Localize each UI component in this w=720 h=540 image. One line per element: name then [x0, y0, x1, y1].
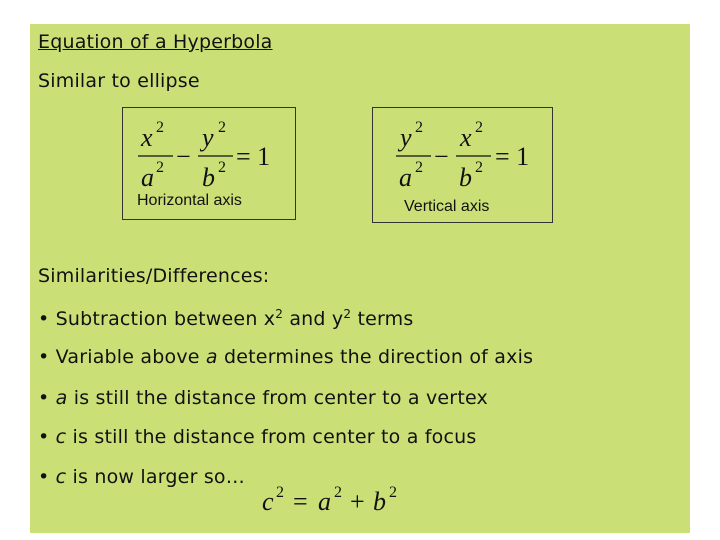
slide-title: Equation of a Hyperbola: [38, 31, 273, 53]
bullet5-prefix: •: [38, 466, 56, 488]
eq-bottom-a-exp: 2: [334, 484, 342, 501]
eq-bottom-c: c: [262, 487, 274, 516]
bullet5-var: c: [55, 466, 67, 488]
eq-right-minus: −: [434, 142, 449, 171]
bullet5-suffix: is now larger so…: [66, 466, 245, 488]
bullet1-suffix: terms: [351, 308, 414, 330]
vertical-formula-box: [372, 107, 553, 223]
bullet2-prefix: • Variable above: [38, 346, 206, 368]
horizontal-axis-caption: Horizontal axis: [137, 192, 242, 209]
eq-left-num2: y: [202, 123, 214, 152]
bullet4-var: c: [55, 426, 67, 448]
eq-left-exp3: 2: [218, 119, 226, 136]
horizontal-formula-box: [122, 107, 296, 220]
eq-right-num1: y: [400, 123, 412, 152]
eq-bottom-c-exp: 2: [276, 484, 284, 501]
eq-left-exp1: 2: [156, 119, 164, 136]
bullet-subtraction: [38, 308, 413, 330]
bullet2-suffix: determines the direction of axis: [217, 346, 534, 368]
bullet3-prefix: •: [38, 387, 56, 409]
bullet3-suffix: is still the distance from center to a vertex: [67, 387, 488, 409]
bullet2-var: a: [205, 346, 218, 368]
bullet-a-vertex: [38, 387, 488, 409]
eq-left-exp4: 2: [218, 159, 226, 176]
eq-right-exp3: 2: [475, 119, 483, 136]
bullet1-sup1: 2: [275, 307, 284, 321]
eq-right-num2: x: [460, 123, 472, 152]
eq-right-den1: a: [399, 163, 412, 192]
eq-left-den1: a: [141, 163, 154, 192]
eq-right-den2: b: [459, 163, 472, 192]
eq-left-den2: b: [202, 163, 215, 192]
eq-right-exp1: 2: [415, 119, 423, 136]
bullet1-mid: and y: [283, 308, 344, 330]
bullet-c-focus: [38, 426, 476, 448]
eq-left-exp2: 2: [156, 159, 164, 176]
eq-right-exp2: 2: [415, 159, 423, 176]
eq-left-num1: x: [141, 123, 153, 152]
eq-left-rhs: = 1: [236, 142, 271, 171]
section-heading: Similarities/Differences:: [38, 265, 270, 287]
eq-right-exp4: 2: [475, 159, 483, 176]
bullet1-prefix: • Subtraction between x: [38, 308, 276, 330]
eq-bottom-b: b: [373, 487, 386, 516]
slide-subtitle: Similar to ellipse: [38, 70, 200, 92]
bullet-variable-direction: [38, 346, 533, 368]
bullet1-sup2: 2: [343, 307, 352, 321]
bullet4-prefix: •: [38, 426, 56, 448]
eq-right-rhs: = 1: [495, 142, 530, 171]
eq-bottom-a: a: [318, 487, 331, 516]
eq-bottom-plus: +: [350, 487, 365, 516]
eq-bottom-b-exp: 2: [389, 484, 397, 501]
bullet4-suffix: is still the distance from center to a focus: [66, 426, 477, 448]
bullet-c-larger: [38, 466, 245, 488]
eq-left-minus: −: [176, 142, 191, 171]
eq-bottom-eq: =: [293, 487, 308, 516]
pythagorean-relation-equation: [258, 480, 408, 520]
vertical-axis-caption: Vertical axis: [404, 198, 490, 215]
bullet3-var: a: [55, 387, 68, 409]
